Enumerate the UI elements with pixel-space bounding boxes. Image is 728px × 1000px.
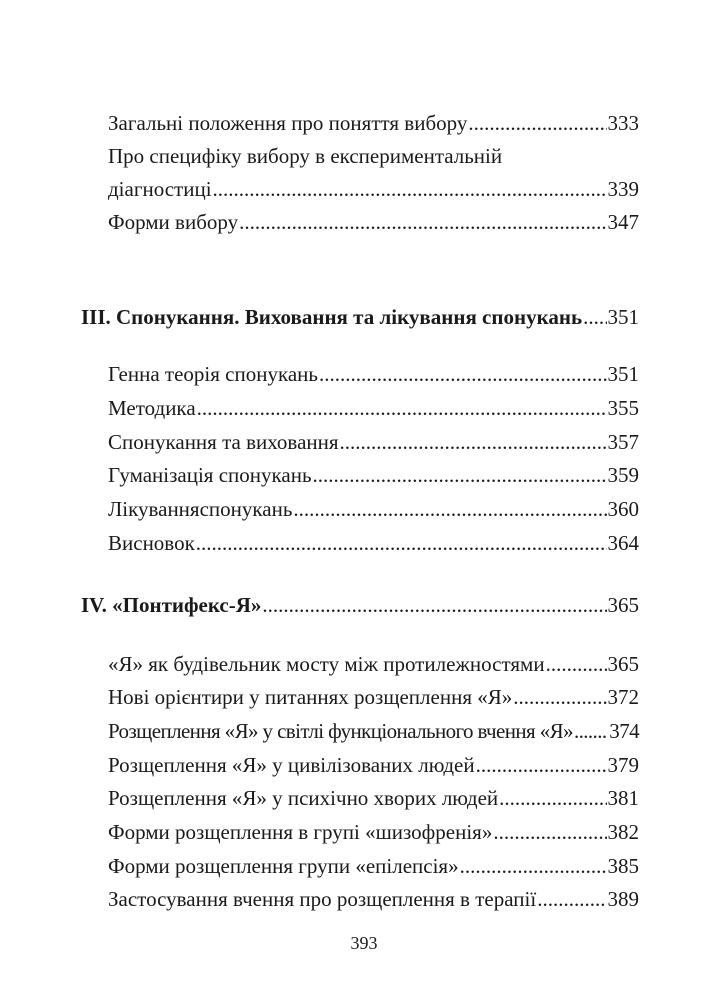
toc-entry[interactable]	[108, 755, 639, 776]
toc-entry-page: 351	[607, 362, 639, 386]
toc-entry-title: Розщеплення «Я» у психічно хворих людей	[108, 786, 499, 810]
toc-leader-dots	[460, 856, 607, 877]
toc-entry[interactable]	[108, 788, 639, 809]
toc-leader-dots	[196, 533, 607, 554]
toc-entry[interactable]	[108, 113, 639, 134]
toc-entry-title: Розщеплення «Я» у світлі функціонального вчення «Я»	[108, 719, 573, 743]
toc-entry-title: Форми розщеплення групи «епілепсія»	[108, 854, 459, 878]
toc-entry-title: Загальні положення про поняття вибору	[108, 111, 468, 135]
toc-leader-dots	[493, 822, 606, 843]
toc-entry-page: 385	[607, 854, 639, 878]
toc-section-heading[interactable]	[81, 595, 639, 616]
toc-entry[interactable]	[108, 654, 639, 675]
toc-entry-title: Форми розщеплення в групі «шизофренія»	[108, 820, 493, 844]
toc-leader-dots	[262, 595, 606, 616]
toc-leader-dots	[583, 307, 606, 328]
toc-entry-title: Методика	[108, 396, 196, 420]
toc-leader-dots	[313, 465, 607, 486]
toc-entry-title: Спонукання та виховання	[108, 430, 339, 454]
toc-entry[interactable]	[108, 822, 639, 843]
toc-entry[interactable]	[108, 179, 639, 200]
toc-entry[interactable]	[108, 856, 639, 877]
toc-entry-page: 357	[607, 430, 639, 454]
toc-leader-dots	[197, 398, 607, 419]
toc-entry-title: Розщеплення «Я» у цивілізованих людей	[108, 753, 475, 777]
toc-leader-dots	[319, 364, 607, 385]
toc-section-page: 365	[607, 593, 639, 617]
toc-section-heading[interactable]	[81, 307, 639, 328]
toc-entry[interactable]	[108, 432, 639, 453]
toc-entry-title-line1[interactable]: Про специфіку вибору в експериментальній	[108, 144, 503, 168]
toc-leader-dots	[476, 755, 607, 776]
toc-entry[interactable]	[108, 364, 639, 385]
toc-entry-page: 347	[607, 210, 639, 234]
toc-entry[interactable]	[108, 721, 639, 742]
toc-entry-title: Гуманізація спонукань	[108, 463, 312, 487]
page-number: 393	[350, 933, 378, 953]
toc-entry-title: діагностиці	[108, 177, 212, 201]
toc-entry-title: Нові орієнтири у питаннях розщеплення «Я»	[108, 685, 513, 709]
toc-section-page: 351	[607, 305, 639, 329]
toc-leader-dots	[499, 788, 606, 809]
toc-entry-page: 333	[607, 111, 639, 135]
toc-entry-page: 382	[607, 820, 639, 844]
toc-section-title: IV. «Понтифекс-Я»	[81, 593, 262, 617]
toc-entry-title: «Я» як будівельник мосту між протилежностями	[108, 652, 545, 676]
toc-entry-page: 364	[607, 531, 639, 555]
toc-leader-dots	[340, 432, 607, 453]
toc-entry-title: Висновок	[108, 531, 195, 555]
toc-entry-page: 359	[607, 463, 639, 487]
toc-entry-page: 355	[607, 396, 639, 420]
toc-entry[interactable]	[108, 212, 639, 233]
toc-entry-title: Генна теорія спонукань	[108, 362, 318, 386]
toc-entry-page: 360	[607, 497, 639, 521]
toc-leader-dots	[213, 179, 607, 200]
toc-entry-page: 374	[609, 719, 639, 743]
toc-entry[interactable]	[108, 687, 639, 708]
toc-entry[interactable]	[108, 465, 639, 486]
toc-entry-page: 381	[607, 786, 639, 810]
toc-entry-page: 379	[607, 753, 639, 777]
toc-section-title: III. Спонукання. Виховання та лікування спонукань	[81, 305, 583, 329]
toc-entry-page: 339	[607, 177, 639, 201]
toc-leader-dots	[574, 721, 608, 742]
toc-leader-dots	[546, 654, 607, 675]
toc-leader-dots	[513, 687, 606, 708]
toc-entry[interactable]	[108, 499, 639, 520]
toc-entry[interactable]	[108, 889, 639, 910]
toc-entry[interactable]	[108, 533, 639, 554]
toc-entry-page: 389	[607, 887, 639, 911]
toc-leader-dots	[537, 889, 606, 910]
toc-entry-page: 365	[607, 652, 639, 676]
toc-leader-dots	[239, 212, 606, 233]
toc-entry-title: Форми вибору	[108, 210, 239, 234]
toc-entry-title: Застосування вчення про розщеплення в терапії	[108, 887, 537, 911]
toc-leader-dots	[293, 499, 606, 520]
toc-entry-page: 372	[607, 685, 639, 709]
toc-entry[interactable]	[108, 398, 639, 419]
toc-leader-dots	[468, 113, 606, 134]
toc-entry-title: Лікуванняспонукань	[108, 497, 293, 521]
